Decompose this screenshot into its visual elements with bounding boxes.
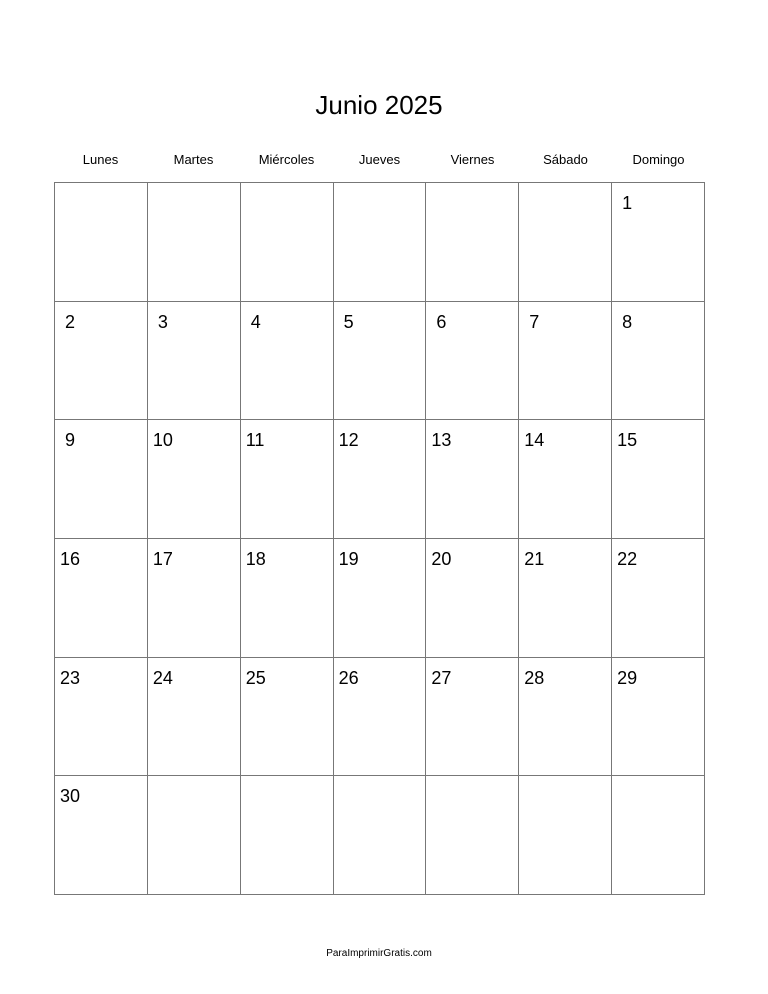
day-number: 2 <box>65 311 76 332</box>
day-number: 8 <box>622 311 633 332</box>
day-number: 10 <box>152 430 173 451</box>
day-cell <box>612 183 705 302</box>
day-cell <box>334 420 427 539</box>
day-number: 20 <box>431 548 452 569</box>
day-number: 11 <box>245 430 265 451</box>
day-cell <box>148 183 241 302</box>
day-cell <box>241 302 334 421</box>
day-cell <box>241 183 334 302</box>
day-cell <box>55 420 148 539</box>
day-number: 7 <box>529 311 540 332</box>
day-number: 17 <box>152 548 173 569</box>
day-cell <box>148 420 241 539</box>
day-cell <box>426 183 519 302</box>
day-cell <box>519 183 612 302</box>
day-cell <box>241 658 334 777</box>
day-number: 3 <box>157 311 168 332</box>
day-number: 28 <box>524 667 545 688</box>
weekday-label: Jueves <box>358 152 401 167</box>
day-cell <box>241 420 334 539</box>
footer-site-name: ParaImprimirGratis.com <box>326 948 432 959</box>
day-number: 6 <box>436 311 447 332</box>
day-number: 1 <box>622 193 633 213</box>
day-cell <box>55 302 148 421</box>
weekday-label: Lunes <box>82 152 119 167</box>
weekday-label: Miércoles <box>258 152 315 167</box>
weekday-label: Domingo <box>632 152 685 167</box>
day-cell <box>334 183 427 302</box>
day-number: 29 <box>617 667 638 688</box>
day-cell <box>334 658 427 777</box>
day-number: 27 <box>431 667 452 688</box>
day-number: 26 <box>338 667 359 688</box>
day-cell <box>426 302 519 421</box>
day-number: 30 <box>60 786 81 807</box>
weekday-label: Martes <box>173 152 214 167</box>
day-cell <box>612 539 705 658</box>
day-number: 12 <box>338 430 359 451</box>
day-number: 21 <box>524 548 545 569</box>
day-cell <box>519 302 612 421</box>
weekday-label: Viernes <box>450 152 495 167</box>
day-cell <box>426 776 519 895</box>
day-number: 13 <box>431 430 452 451</box>
day-cell <box>334 302 427 421</box>
day-number: 24 <box>152 667 173 688</box>
day-cell <box>241 539 334 658</box>
weekday-label: Sábado <box>543 152 588 167</box>
day-cell <box>612 776 705 895</box>
day-cell <box>612 658 705 777</box>
day-cell <box>519 539 612 658</box>
day-cell <box>148 658 241 777</box>
day-cell <box>519 776 612 895</box>
day-cell <box>148 776 241 895</box>
day-cell <box>519 658 612 777</box>
day-number: 25 <box>245 667 266 688</box>
day-number: 4 <box>250 311 261 332</box>
day-cell <box>612 420 705 539</box>
day-cell <box>55 539 148 658</box>
day-number: 23 <box>60 667 81 688</box>
day-cell <box>334 776 427 895</box>
day-cell <box>148 539 241 658</box>
day-number: 16 <box>60 548 81 569</box>
day-number: 18 <box>245 548 266 569</box>
day-cell <box>55 658 148 777</box>
day-cell <box>241 776 334 895</box>
calendar-grid <box>54 182 705 895</box>
day-number: 14 <box>524 430 545 451</box>
day-number: 19 <box>338 548 359 569</box>
day-number: 22 <box>617 548 638 569</box>
day-number: 15 <box>617 430 638 451</box>
day-cell <box>426 658 519 777</box>
day-cell <box>612 302 705 421</box>
day-cell <box>55 776 148 895</box>
day-cell <box>148 302 241 421</box>
day-number: 9 <box>65 430 76 451</box>
day-cell <box>426 539 519 658</box>
day-number: 5 <box>343 311 354 332</box>
day-cell <box>55 183 148 302</box>
day-cell <box>426 420 519 539</box>
day-cell <box>519 420 612 539</box>
day-cell <box>334 539 427 658</box>
calendar-title: Junio 2025 <box>315 90 443 120</box>
weekday-header-row <box>54 151 705 169</box>
